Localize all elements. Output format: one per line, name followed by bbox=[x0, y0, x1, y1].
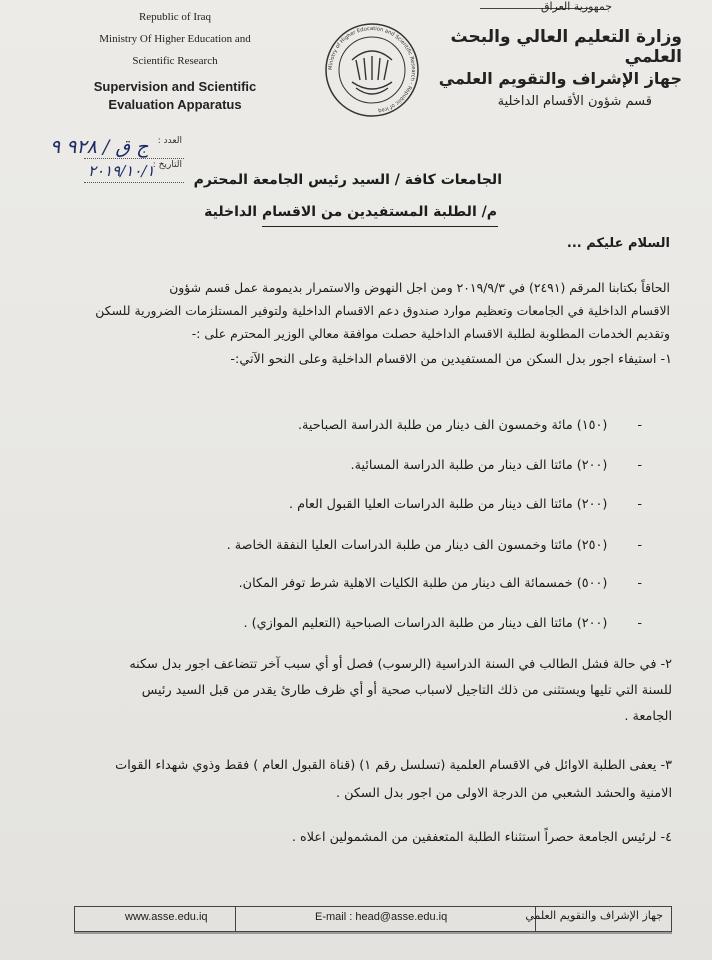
intro-line: وتقديم الخدمات المطلوبة لطلبة الاقسام الداخلية حصلت موافقة معالي الوزير المحترم على :- bbox=[191, 326, 670, 341]
fee-item bbox=[227, 538, 642, 553]
reference-date-handwritten: ٢٠١٩/١٠/١ bbox=[88, 162, 155, 180]
letter-intro-paragraph bbox=[30, 276, 670, 345]
header-department-ar: قسم شؤون الأقسام الداخلية bbox=[497, 94, 652, 109]
reference-date-dotline bbox=[84, 182, 184, 183]
clause-2-line: للسنة التي تليها ويستثنى من ذلك التاجيل لاسباب صحية أو أي ظرف طارئ يقدر من قبل السيد رئيس bbox=[141, 683, 672, 698]
fee-item bbox=[351, 458, 642, 473]
header-english bbox=[60, 6, 290, 114]
clause-3 bbox=[115, 752, 672, 808]
letter-footer bbox=[74, 906, 672, 932]
intro-line: الاقسام الداخلية في الجامعات وتعظيم موارد صندوق دعم الاقسام الداخلية ولتوفير المستلزمات الضرورية للسكن bbox=[95, 303, 670, 318]
ministry-seal-icon bbox=[322, 20, 422, 120]
reference-labels bbox=[153, 136, 182, 184]
fee-dash: - bbox=[637, 616, 642, 631]
fee-dash: - bbox=[637, 418, 642, 433]
letter-subject: م/ الطلبة المستفيدين من الاقسام الداخلية bbox=[204, 204, 497, 220]
header-apparatus-ar: جهاز الإشراف والتقويم العلمي bbox=[438, 69, 682, 88]
footer-website: www.asse.edu.iq bbox=[125, 911, 208, 923]
fee-text: (٥٠٠) خمسمائة الف دينار من طلبة الكليات الاهلية شرط توفر المكان. bbox=[238, 576, 608, 591]
fee-item bbox=[243, 616, 642, 631]
header-ministry-en-line1: Ministry Of Higher Education and bbox=[99, 33, 251, 45]
header-republic-en: Republic of Iraq bbox=[138, 11, 212, 23]
fee-text: (٢٠٠) مائتا الف دينار من طلبة الدراسة المسائية. bbox=[350, 458, 608, 473]
clause-2 bbox=[32, 652, 672, 730]
header-ministry-en-line2: Scientific Research bbox=[132, 55, 218, 67]
footer-divider bbox=[235, 907, 236, 931]
fee-dash: - bbox=[637, 576, 642, 591]
reference-date-label: التاريخ : bbox=[152, 160, 182, 170]
reference-number-handwritten: ج ق / ٩٢٨ ٩ bbox=[50, 136, 149, 158]
reference-number-label: العدد : bbox=[157, 136, 182, 146]
fee-item bbox=[239, 576, 642, 591]
fee-item bbox=[289, 497, 642, 512]
clause-3-line: ٣- يعفى الطلبة الاوائل في الاقسام العلمية (تسلسل رقم ١) (قناة القبول العام ) فقط وذوي شهداء القوات bbox=[115, 758, 672, 773]
clause-2-line: ٢- في حالة فشل الطالب في السنة الدراسية (الرسوب) فصل أو أي سبب آخر تتضاعف اجور بدل سكنه bbox=[129, 657, 672, 672]
fee-item bbox=[298, 418, 642, 433]
fee-text: (٢٠٠) مائتا الف دينار من طلبة الدراسات الصباحية (التعليم الموازي) . bbox=[243, 616, 608, 631]
seal-ring-text: Ministry of Higher Education and Scientific Research - Republic of Iraq bbox=[327, 25, 417, 114]
letter-addressee: الجامعات كافة / السيد رئيس الجامعة المحترم bbox=[193, 172, 502, 188]
header-republic-ar: جمهورية العراق bbox=[540, 0, 612, 13]
header-apparatus-en-line1: Supervision and Scientific bbox=[93, 79, 257, 94]
fee-dash: - bbox=[637, 458, 642, 473]
fee-text: (٢٥٠) مائتا وخمسون الف دينار من طلبة الدراسات العليا النفقة الخاصة . bbox=[226, 538, 608, 553]
clause-3-line: الامنية والحشد الشعبي من الدرجة الاولى من اجور بدل السكن . bbox=[335, 786, 672, 801]
clause-4: ٤- لرئيس الجامعة حصراً استثناء الطلبة المتعففين من المشمولين اعلاه . bbox=[291, 830, 672, 845]
subject-underline bbox=[262, 226, 498, 227]
header-apparatus-en-line2: Evaluation Apparatus bbox=[108, 97, 242, 112]
header-ministry-ar: وزارة التعليم العالي والبحث العلمي bbox=[450, 27, 682, 67]
footer-email: E-mail : head@asse.edu.iq bbox=[315, 911, 448, 923]
letter-greeting: السلام عليكم ... bbox=[566, 236, 670, 251]
intro-line: الحاقاً بكتابنا المرقم (٢٤٩١) في ٢٠١٩/٩/٣ ومن اجل النهوض والاستمرار بديمومة عمل قسم شؤون bbox=[169, 280, 670, 295]
header-arabic bbox=[432, 0, 682, 109]
fee-dash: - bbox=[637, 538, 642, 553]
clause-2-line: الجامعة . bbox=[624, 709, 672, 724]
clause-1: ١- استيفاء اجور بدل السكن من المستفيدين من الاقسام الداخلية وعلى النحو الآتي:- bbox=[230, 352, 672, 367]
fee-dash: - bbox=[637, 497, 642, 512]
fee-text: (٢٠٠) مائتا الف دينار من طلبة الدراسات العليا القبول العام . bbox=[288, 497, 608, 512]
footer-organization: جهاز الإشراف والتقويم العلمي bbox=[525, 909, 663, 922]
reference-number-dotline bbox=[84, 158, 184, 159]
fee-text: (١٥٠) مائة وخمسون الف دينار من طلبة الدراسة الصباحية. bbox=[297, 418, 608, 433]
